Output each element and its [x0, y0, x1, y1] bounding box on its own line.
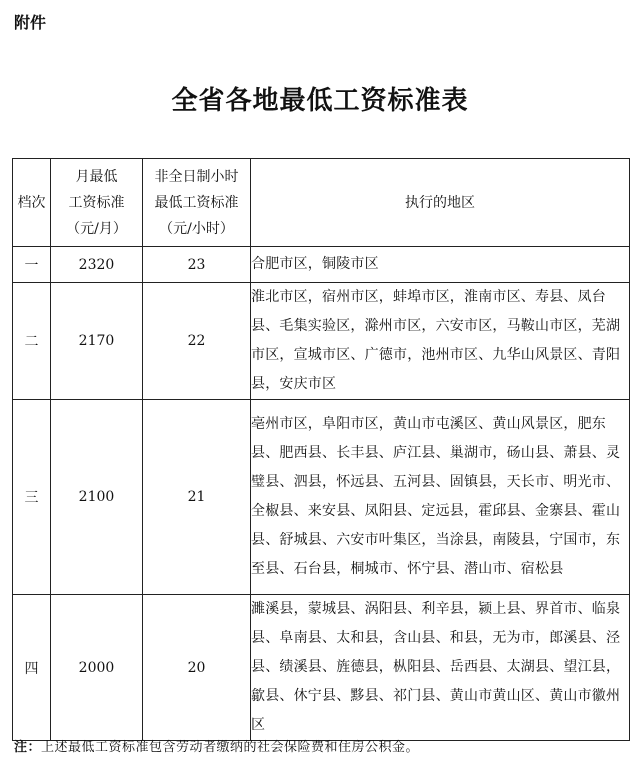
header-monthly-line: 月最低: [75, 168, 118, 185]
header-hourly-line: 非全日制小时: [154, 168, 239, 185]
monthly-wage-cell: 2000: [51, 595, 143, 741]
attachment-label: 附件: [14, 13, 47, 32]
header-areas: 执行的地区: [251, 159, 630, 247]
header-hourly: [143, 159, 251, 247]
footnote-label: 注：: [14, 740, 42, 755]
tier-cell: 三: [13, 400, 51, 595]
header-tier: 档次: [13, 159, 51, 247]
footnote-text: 上述最低工资标准包含劳动者缴纳的社会保险费和住房公积金。: [41, 740, 420, 755]
table-header-row: [13, 159, 630, 247]
tier-cell: 一: [13, 247, 51, 283]
areas-cell: 淮北市区，宿州市区，蚌埠市区，淮南市区、寿县、凤台县、毛集实验区，滁州市区，六安市区，马鞍山市区，芜湖市区，宣城市区、广德市，池州市区、九华山风景区、青阳县，安庆市区: [251, 283, 630, 400]
monthly-wage-cell: 2100: [51, 400, 143, 595]
header-monthly: [51, 159, 143, 247]
areas-cell: 亳州市区，阜阳市区，黄山市屯溪区、黄山风景区，肥东县、肥西县、长丰县、庐江县、巢湖市，砀山县、萧县、灵璧县、泗县，怀远县、五河县、固镇县，天长市、明光市、全椒县、来安县、凤阳县、定远县，霍邱县、金寨县、霍山县、舒城县、六安市叶集区，当涂县，南陵县，宁国市，东至县、石台县，桐城市、怀宁县、潜山市、宿松县: [251, 400, 630, 595]
header-monthly-line: 工资标准: [68, 194, 125, 211]
wage-table: [12, 158, 630, 741]
header-hourly-line: 最低工资标准: [154, 194, 239, 211]
tier-cell: 二: [13, 283, 51, 400]
page-title: 全省各地最低工资标准表: [171, 86, 469, 116]
tier-cell: 四: [13, 595, 51, 741]
hourly-wage-cell: 23: [143, 247, 251, 283]
table-row: [13, 283, 630, 400]
table-row: [13, 247, 630, 283]
areas-cell: 合肥市区，铜陵市区: [251, 247, 630, 283]
footnote: [14, 736, 419, 755]
hourly-wage-cell: 22: [143, 283, 251, 400]
table-row: [13, 595, 630, 741]
monthly-wage-cell: 2170: [51, 283, 143, 400]
table-row: [13, 400, 630, 595]
hourly-wage-cell: 20: [143, 595, 251, 741]
header-monthly-line: （元/月）: [66, 220, 127, 237]
hourly-wage-cell: 21: [143, 400, 251, 595]
header-hourly-line: （元/小时）: [159, 220, 234, 237]
areas-cell: 濉溪县，蒙城县、涡阳县、利辛县，颍上县、界首市、临泉县、阜南县、太和县，含山县、和县，无为市，郎溪县、泾县、绩溪县、旌德县，枞阳县、岳西县、太湖县、望江县，歙县、休宁县、黟县、祁门县、黄山市黄山区、黄山市徽州区: [251, 595, 630, 741]
monthly-wage-cell: 2320: [51, 247, 143, 283]
